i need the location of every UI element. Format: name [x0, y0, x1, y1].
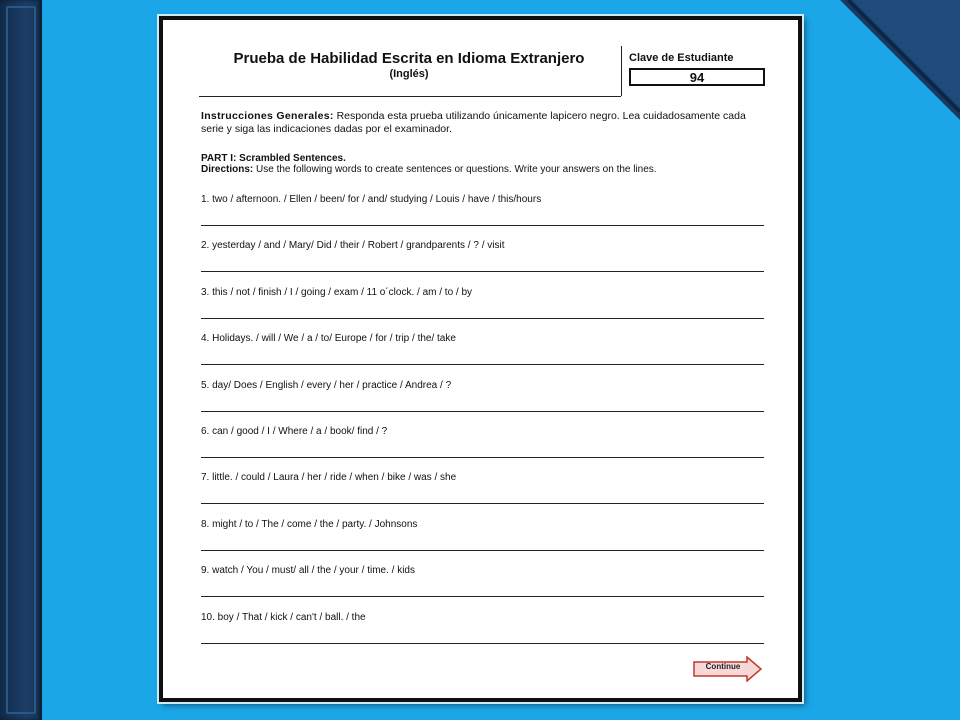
question-item — [201, 472, 764, 518]
question-text: 10. boy / That / kick / can't / ball. / the — [201, 611, 366, 623]
question-item — [201, 380, 764, 426]
question-item — [201, 612, 764, 658]
question-list — [201, 194, 764, 658]
document-title: Prueba de Habilidad Escrita en Idioma Extranjero — [233, 50, 585, 67]
answer-line[interactable] — [201, 225, 764, 226]
question-text: 8. might / to / The / come / the / party. / Johnsons — [201, 518, 418, 530]
test-document — [163, 20, 798, 698]
answer-line[interactable] — [201, 271, 764, 272]
answer-line[interactable] — [201, 318, 764, 319]
answer-line[interactable] — [201, 550, 764, 551]
slide-frame-left-border — [6, 6, 36, 714]
instructions-label: Instrucciones Generales: — [201, 110, 334, 122]
answer-line[interactable] — [201, 364, 764, 365]
question-item — [201, 519, 764, 565]
question-text: 7. little. / could / Laura / her / ride / when / bike / was / she — [201, 472, 457, 484]
instructions-text: Responda esta prueba utilizando únicamente lapicero negro. Lea cuidadosamente cada serie y siga las indicaciones dadas por el examinador. — [201, 110, 746, 135]
question-text: 2. yesterday / and / Mary/ Did / their / Robert / grandparents / ? / visit — [201, 240, 505, 252]
directions-text: Use the following words to create sentences or questions. Write your answers on the lines. — [256, 163, 657, 175]
directions-label: Directions: — [201, 163, 254, 175]
general-instructions — [201, 110, 767, 136]
question-item — [201, 426, 764, 472]
question-text: 5. day/ Does / English / every / her / practice / Andrea / ? — [201, 379, 452, 391]
slide-frame-corner — [840, 0, 960, 120]
part-title: PART I: Scrambled Sentences. — [201, 153, 346, 164]
question-item — [201, 194, 764, 240]
answer-line[interactable] — [201, 643, 764, 644]
header-divider — [199, 96, 621, 97]
question-text: 6. can / good / I / Where / a / book/ find / ? — [201, 425, 388, 437]
student-key-value: 94 — [629, 68, 765, 86]
document-header — [199, 46, 774, 96]
question-text: 4. Holidays. / will / We / a / to/ Europe / for / trip / the/ take — [201, 333, 456, 345]
question-item — [201, 565, 764, 611]
continue-label: Continue — [705, 662, 741, 671]
answer-line[interactable] — [201, 596, 764, 597]
question-text: 1. two / afternoon. / Ellen / been/ for / and/ studying / Louis / have / this/hours — [201, 194, 542, 205]
question-item — [201, 333, 764, 379]
student-key-label: Clave de Estudiante — [629, 52, 734, 64]
directions — [201, 165, 767, 176]
question-item — [201, 240, 764, 286]
question-item — [201, 287, 764, 333]
document-subtitle: (Inglés) — [389, 68, 429, 80]
slide-frame-left — [0, 0, 42, 720]
question-text: 3. this / not / finish / I / going / exam / 11 o´clock. / am / to / by — [201, 286, 473, 298]
answer-line[interactable] — [201, 411, 764, 412]
answer-line[interactable] — [201, 503, 764, 504]
answer-line[interactable] — [201, 457, 764, 458]
part-one-header — [201, 154, 767, 175]
question-text: 9. watch / You / must/ all / the / your / time. / kids — [201, 565, 415, 577]
header-vertical-divider — [621, 46, 622, 96]
document-page — [159, 16, 802, 702]
continue-button[interactable] — [693, 656, 763, 682]
